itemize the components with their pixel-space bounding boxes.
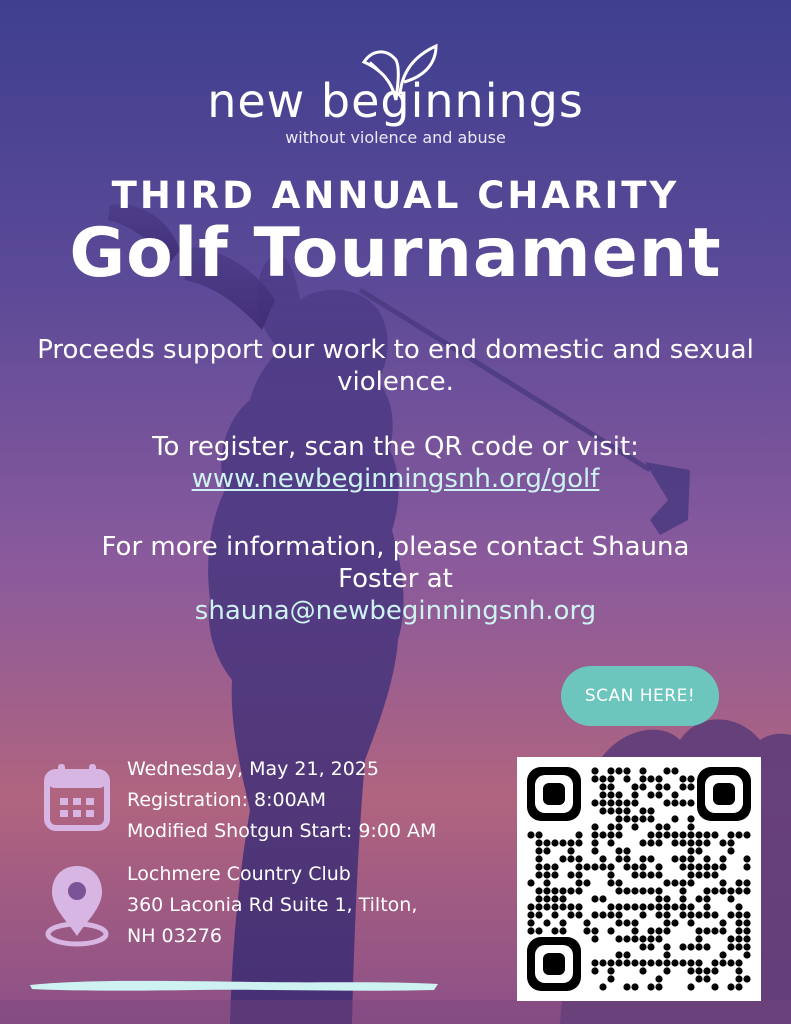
address-line2: NH 03276	[127, 925, 222, 947]
venue-name: Lochmere Country Club	[127, 863, 351, 885]
register-link[interactable]: www.newbeginningsnh.org/golf	[191, 464, 600, 494]
proceeds-text: Proceeds support our work to end domestic and sexual violence.	[37, 335, 754, 397]
contact-email-link[interactable]: shauna@newbeginningsnh.org	[194, 596, 597, 626]
event-date: Wednesday, May 21, 2025	[127, 758, 380, 780]
logo-wordmark: new beginnings	[207, 74, 584, 128]
headline-line1: THIRD ANNUAL CHARITY	[111, 174, 680, 217]
calendar-icon	[44, 762, 110, 832]
logo-tagline: without violence and abuse	[285, 128, 506, 147]
location-details	[127, 859, 417, 952]
event-registration: Registration: 8:00AM	[127, 789, 327, 811]
headline-title: Golf Tournament	[69, 214, 722, 293]
contact-block	[20, 531, 771, 627]
event-details	[127, 754, 436, 847]
scan-here-button[interactable]: SCAN HERE!	[561, 666, 719, 726]
contact-text: For more information, please contact Shauna Foster at	[101, 532, 690, 594]
qr-finder-top-left	[527, 767, 581, 821]
register-block	[20, 431, 771, 495]
event-start: Modified Shotgun Start: 9:00 AM	[127, 820, 437, 842]
qr-finder-bottom-left	[527, 937, 581, 991]
register-text: To register, scan the QR code or visit:	[152, 432, 639, 462]
brush-stroke-divider	[28, 976, 440, 994]
qr-finder-top-right	[697, 767, 751, 821]
location-pin-icon	[44, 862, 110, 948]
qr-code[interactable]	[517, 757, 761, 1001]
address-line1: 360 Laconia Rd Suite 1, Tilton,	[127, 894, 418, 916]
